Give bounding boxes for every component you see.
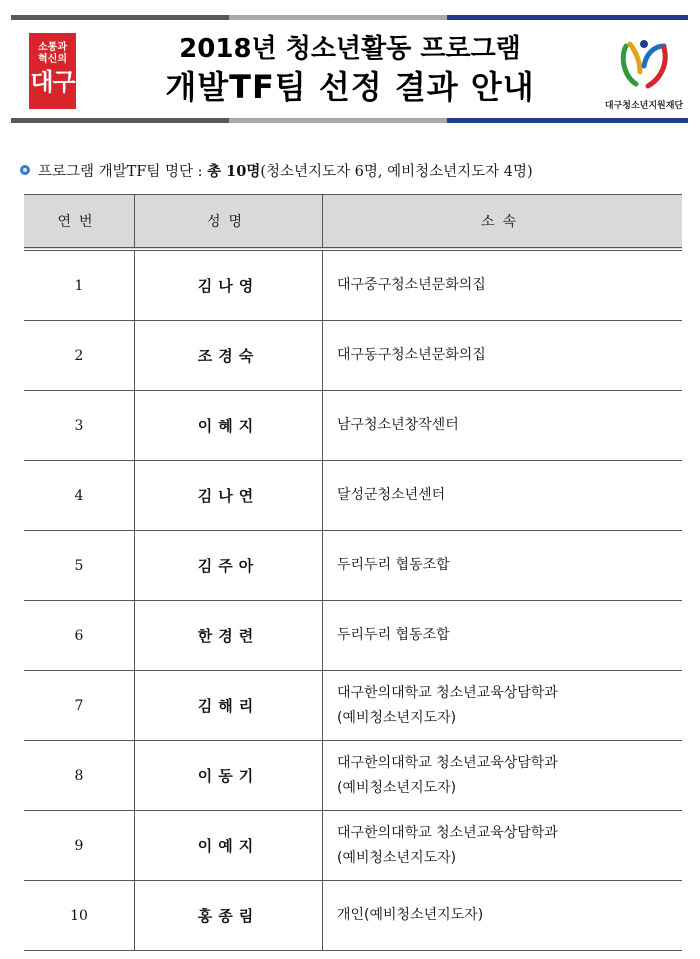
summary-detail: (청소년지도자 6명, 예비청소년지도자 4명) (260, 164, 533, 180)
header-top-rule (11, 15, 688, 20)
table-row (24, 321, 682, 391)
foundation-name: 대구청소년지원재단 (604, 101, 684, 111)
row-name: 김해리 (135, 671, 323, 741)
row-no: 5 (24, 531, 135, 601)
logo-left-line3: 대구 (30, 68, 75, 96)
table-row (24, 391, 682, 461)
row-affiliation: 두리두리 협동조합 (323, 601, 683, 671)
bullet-icon (20, 165, 30, 175)
logo-left-line1: 소통과 (38, 42, 67, 53)
table-row (24, 461, 682, 531)
row-name: 김나연 (135, 461, 323, 531)
foundation-logo (600, 36, 688, 114)
row-name: 한경련 (135, 601, 323, 671)
col-header-affiliation: 소속 (323, 195, 683, 250)
row-affiliation: 남구청소년창작센터 (323, 391, 683, 461)
header-bottom-rule (11, 118, 688, 123)
summary-prefix: 프로그램 개발TF팀 명단 : (38, 164, 208, 180)
row-no: 6 (24, 601, 135, 671)
row-name: 이동기 (135, 741, 323, 811)
row-affiliation: 달성군청소년센터 (323, 461, 683, 531)
daegu-city-logo (29, 33, 76, 109)
row-name: 홍종림 (135, 881, 323, 951)
col-header-no: 연번 (24, 195, 135, 250)
row-affiliation: 대구한의대학교 청소년교육상담학과 (예비청소년지도자) (323, 671, 683, 741)
table-row (24, 531, 682, 601)
page-title-line1: 2018년 청소년활동 프로그램 (179, 34, 521, 64)
row-name: 이예지 (135, 811, 323, 881)
row-no: 10 (24, 881, 135, 951)
row-no: 4 (24, 461, 135, 531)
summary-total: 총 10명 (207, 163, 261, 180)
row-affiliation: 대구동구청소년문화의집 (323, 321, 683, 391)
row-name: 이혜지 (135, 391, 323, 461)
table-row (24, 881, 682, 951)
team-roster-table (24, 194, 682, 951)
row-name: 김주아 (135, 531, 323, 601)
row-affiliation: 대구한의대학교 청소년교육상담학과 (예비청소년지도자) (323, 741, 683, 811)
row-name: 조경숙 (135, 321, 323, 391)
col-header-name: 성명 (135, 195, 323, 250)
table-row (24, 249, 682, 321)
table-row (24, 671, 682, 741)
row-affiliation: 개인(예비청소년지도자) (323, 881, 683, 951)
row-name: 김나영 (135, 249, 323, 321)
row-no: 7 (24, 671, 135, 741)
row-affiliation: 대구한의대학교 청소년교육상담학과 (예비청소년지도자) (323, 811, 683, 881)
row-no: 2 (24, 321, 135, 391)
row-no: 3 (24, 391, 135, 461)
row-affiliation: 대구중구청소년문화의집 (323, 249, 683, 321)
foundation-emblem-icon (618, 36, 670, 94)
logo-left-line2: 혁신의 (38, 54, 67, 65)
row-no: 1 (24, 249, 135, 321)
page-title-line2: 개발TF팀 선정 결과 안내 (165, 68, 535, 106)
row-no: 8 (24, 741, 135, 811)
row-no: 9 (24, 811, 135, 881)
row-affiliation: 두리두리 협동조합 (323, 531, 683, 601)
table-row (24, 741, 682, 811)
table-header-row (24, 195, 682, 250)
team-summary (20, 160, 690, 182)
table-row (24, 811, 682, 881)
table-row (24, 601, 682, 671)
